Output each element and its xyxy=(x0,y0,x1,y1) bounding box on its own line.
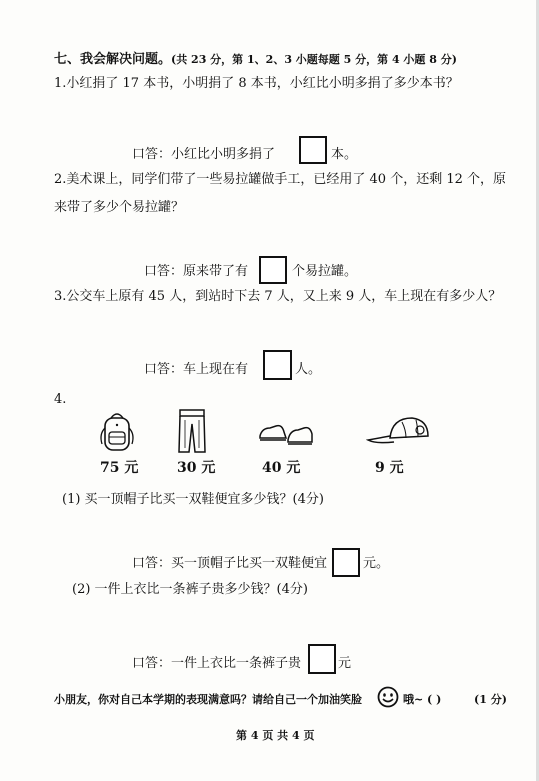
q3-answer-box[interactable] xyxy=(263,350,292,380)
question-4-number: 4. xyxy=(54,392,67,407)
price-shoes: 40 元 xyxy=(262,460,301,476)
q2-answer-prefix: 口答：原来带了有 xyxy=(144,264,249,279)
question-2-line-1: 2.美术课上，同学们带了一些易拉罐做手工，已经用了 40 个，还剩 12 个，原 xyxy=(54,172,507,187)
cap-icon xyxy=(366,414,430,452)
q3-answer-suffix: 人。 xyxy=(295,362,322,377)
q4-1-answer-suffix: 元。 xyxy=(363,556,390,571)
q2-answer-box[interactable] xyxy=(259,256,287,284)
question-4-2: (2) 一件上衣比一条裤子贵多少钱？(4分) xyxy=(72,582,308,597)
price-cap: 9 元 xyxy=(375,460,404,476)
q4-1-answer-prefix: 口答：买一顶帽子比买一双鞋便宜 xyxy=(132,556,328,571)
self-eval-blank[interactable]: 哦~ ( ) xyxy=(403,693,442,706)
pants-icon xyxy=(176,408,208,458)
q4-1-answer-box[interactable] xyxy=(332,548,360,577)
price-pants: 30 元 xyxy=(177,460,216,476)
self-eval-points: (1 分) xyxy=(474,693,507,706)
q1-answer-suffix: 本。 xyxy=(331,147,358,162)
q1-answer-prefix: 口答：小红比小明多捐了 xyxy=(132,147,276,162)
self-eval-text: 小朋友，你对自己本学期的表现满意吗？请给自己一个加油笑脸 xyxy=(54,693,362,706)
section-title-text: 七、我会解决问题。 xyxy=(54,52,172,67)
section-note: (共 23 分，第 1、2、3 小题每题 5 分，第 4 小题 8 分) xyxy=(171,53,457,66)
question-1: 1.小红捐了 17 本书，小明捐了 8 本书，小红比小明多捐了多少本书？ xyxy=(54,76,459,91)
question-3: 3.公交车上原有 45 人，到站时下去 7 人，又上来 9 人，车上现在有多少人？ xyxy=(54,289,502,304)
backpack-icon xyxy=(95,410,139,458)
price-backpack: 75 元 xyxy=(100,460,139,476)
smiley-face-icon xyxy=(377,686,399,712)
section-title xyxy=(54,52,457,68)
q2-answer-suffix: 个易拉罐。 xyxy=(292,264,358,279)
shoes-icon xyxy=(258,420,314,452)
q4-2-answer-box[interactable] xyxy=(308,644,336,674)
question-4-1: (1) 买一顶帽子比买一双鞋便宜多少钱？(4分) xyxy=(62,492,324,507)
q1-answer-box[interactable] xyxy=(299,136,327,164)
q3-answer-prefix: 口答：车上现在有 xyxy=(144,362,249,377)
q4-2-answer-prefix: 口答：一件上衣比一条裤子贵 xyxy=(132,656,302,671)
question-2-line-2: 来带了多少个易拉罐？ xyxy=(54,200,185,215)
q4-2-answer-suffix: 元 xyxy=(338,656,352,671)
page-footer: 第 4 页 共 4 页 xyxy=(236,729,315,742)
